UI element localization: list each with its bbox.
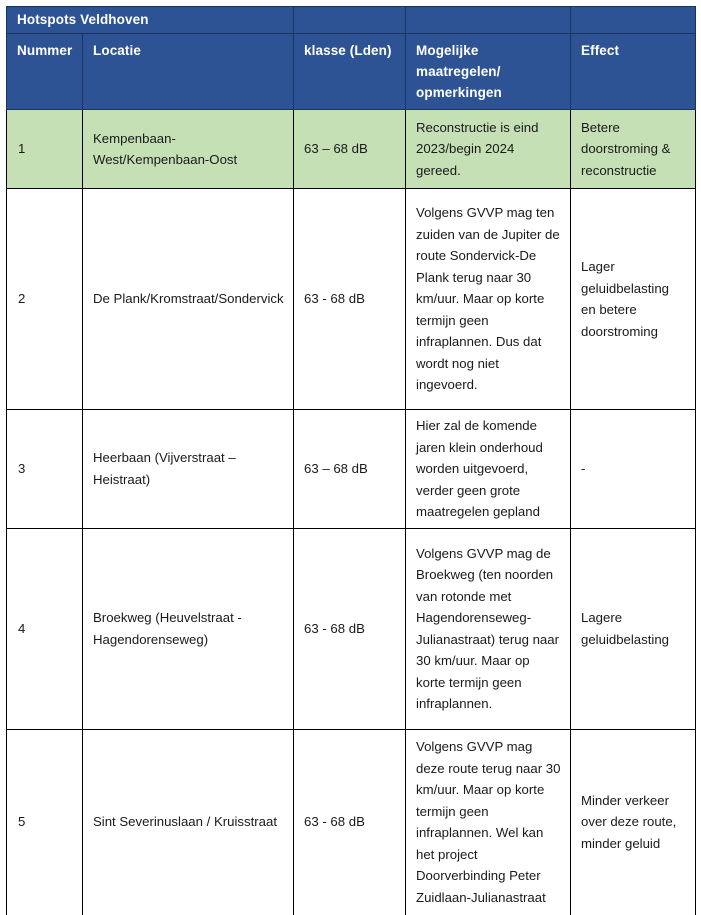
- cell-maatregelen-text: Volgens GVVP mag deze route terug naar 30 km/uur. Maar op korte termijn geen infraplannen. Wel kan het project Doorverbinding Peter Zuidlaan-Julianastraat: [416, 739, 561, 905]
- cell-maatregelen-text: Volgens GVVP mag ten zuiden van de Jupiter de route Sondervick-De Plank terug naar 30 km/uur. Maar op korte termijn geen infraplannen. Dus dat wordt nog niet ingevoerd.: [416, 205, 560, 393]
- cell-nummer-text: 5: [18, 814, 26, 830]
- cell-klasse-text: 63 – 68 dB: [304, 141, 368, 157]
- table-row: [7, 410, 696, 529]
- cell-locatie-text: Heerbaan (Vijverstraat – Heistraat): [93, 450, 236, 487]
- cell-effect-text: Lager geluidbelasting en betere doorstroming: [581, 259, 670, 339]
- cell-maatregelen-text: Hier zal de komende jaren klein onderhoud worden uitgevoerd, verder geen grote maatregelen gepland: [416, 418, 543, 519]
- cell-nummer: [7, 189, 83, 410]
- cell-klasse: [294, 189, 406, 410]
- column-header-locatie: [83, 34, 294, 110]
- cell-nummer: [7, 110, 83, 189]
- cell-locatie-text: Broekweg (Heuvelstraat - Hagendorenseweg): [93, 610, 242, 647]
- cell-maatregelen: [406, 189, 571, 410]
- cell-locatie-text: De Plank/Kromstraat/Sondervick: [93, 291, 284, 307]
- column-header-locatie-label: Locatie: [93, 43, 141, 58]
- table-title-row: [7, 7, 696, 34]
- cell-effect: [571, 528, 696, 729]
- cell-maatregelen: [406, 729, 571, 915]
- cell-klasse: [294, 110, 406, 189]
- column-header-effect-label: Effect: [581, 43, 620, 58]
- cell-nummer: [7, 410, 83, 529]
- table-title-spacer-effect: [571, 7, 696, 34]
- cell-effect-text: Lagere geluidbelasting: [581, 610, 670, 647]
- column-header-nummer: [7, 34, 83, 110]
- table-header-row: [7, 34, 696, 110]
- cell-maatregelen: [406, 410, 571, 529]
- cell-locatie-text: Kempenbaan-West/Kempenbaan-Oost: [93, 130, 238, 167]
- cell-effect: [571, 189, 696, 410]
- cell-effect: [571, 110, 696, 189]
- cell-maatregelen-text: Reconstructie is eind 2023/begin 2024 gereed.: [416, 119, 539, 178]
- cell-klasse: [294, 729, 406, 915]
- column-header-klasse-label: klasse (Lden): [304, 43, 392, 58]
- cell-klasse-text: 63 - 68 dB: [304, 814, 365, 830]
- hotspots-table: [6, 6, 696, 915]
- cell-effect-text: Minder verkeer over deze route, minder geluid: [581, 792, 677, 851]
- column-header-maatregelen-label: Mogelijke maatregelen/ opmerkingen: [416, 43, 502, 100]
- column-header-klasse: [294, 34, 406, 110]
- table-title-spacer-maatregelen: [406, 7, 571, 34]
- cell-effect: [571, 729, 696, 915]
- cell-klasse-text: 63 - 68 dB: [304, 291, 365, 307]
- cell-klasse: [294, 528, 406, 729]
- cell-locatie: [83, 528, 294, 729]
- cell-klasse-text: 63 – 68 dB: [304, 461, 368, 476]
- cell-maatregelen: [406, 528, 571, 729]
- column-header-effect: [571, 34, 696, 110]
- cell-klasse: [294, 410, 406, 529]
- table-row: [7, 528, 696, 729]
- cell-locatie: [83, 189, 294, 410]
- cell-effect-text: -: [581, 461, 586, 476]
- cell-locatie: [83, 729, 294, 915]
- cell-maatregelen-text: Volgens GVVP mag de Broekweg (ten noorden van rotonde met Hagendorenseweg-Julianastraat) terug naar 30 km/uur. Maar op korte termijn geen infraplannen.: [416, 545, 559, 711]
- cell-locatie-text: Sint Severinuslaan / Kruisstraat: [93, 814, 277, 830]
- cell-nummer-text: 2: [18, 291, 26, 307]
- cell-nummer: [7, 729, 83, 915]
- cell-effect: [571, 410, 696, 529]
- cell-nummer-text: 1: [18, 141, 26, 157]
- cell-maatregelen: [406, 110, 571, 189]
- table-row: [7, 729, 696, 915]
- table-row: [7, 110, 696, 189]
- table-row: [7, 189, 696, 410]
- table-title: Hotspots Veldhoven: [17, 12, 149, 27]
- cell-effect-text: Betere doorstroming & reconstructie: [581, 119, 671, 178]
- cell-locatie: [83, 410, 294, 529]
- table-title-spacer-klasse: [294, 7, 406, 34]
- cell-nummer-text: 3: [18, 461, 26, 476]
- table-title-cell: [7, 7, 294, 34]
- cell-nummer-text: 4: [18, 620, 26, 636]
- cell-klasse-text: 63 - 68 dB: [304, 620, 365, 636]
- column-header-maatregelen: [406, 34, 571, 110]
- cell-nummer: [7, 528, 83, 729]
- cell-locatie: [83, 110, 294, 189]
- column-header-nummer-label: Nummer: [17, 43, 73, 58]
